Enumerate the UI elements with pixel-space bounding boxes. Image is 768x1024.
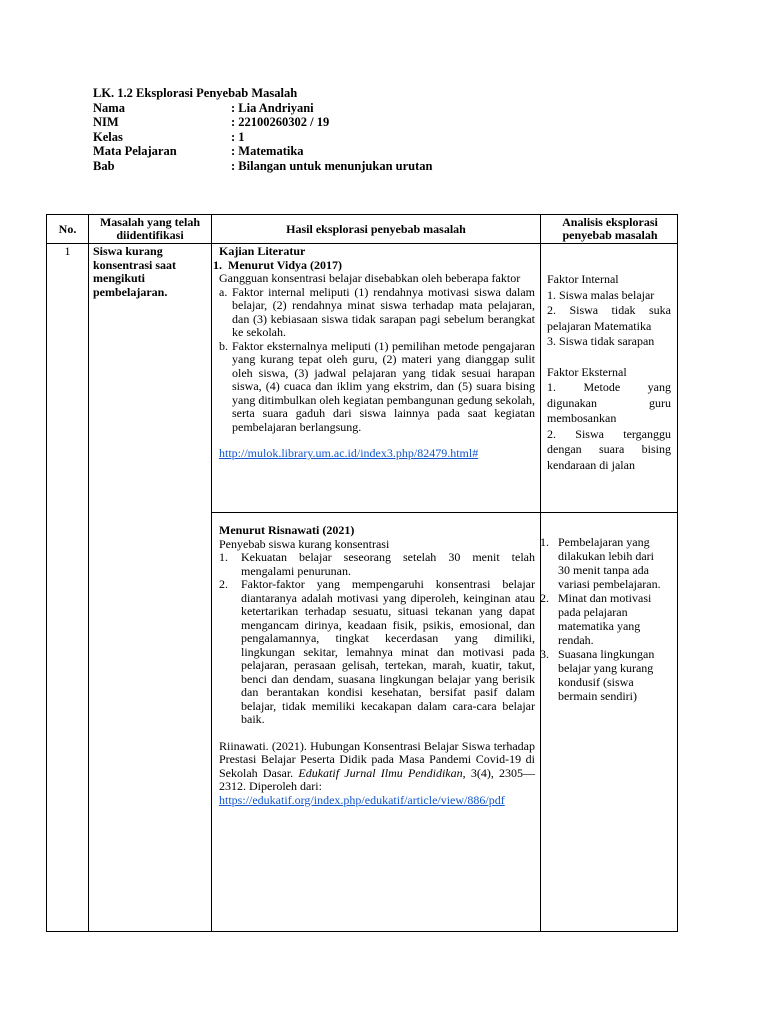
list-item	[219, 551, 535, 578]
source-title	[213, 259, 535, 273]
internal-factor-item: 3. Siswa tidak sarapan	[547, 334, 655, 348]
reference-link[interactable]: https://edukatif.org/index.php/edukatif/article/view/886/pdf	[219, 792, 505, 807]
item-text: Pembelajaran yang dilakukan lebih dari 30 menit tanpa ada variasi pembelajaran.	[558, 535, 661, 591]
journal-name: Edukatif Jurnal Ilmu Pendidikan	[298, 765, 463, 780]
internal-factor-title: Faktor Internal	[547, 272, 619, 286]
source-number: 1.	[213, 257, 222, 272]
item-text: Faktor internal meliputi (1) rendahnya motivasi siswa dalam belajar, (2) rendahnya minat siswa terhadap mata pelajaran, dan (3) kebiasaan siswa tidak sarapan pagi sebelum berangkat ke sekolah.	[232, 284, 535, 339]
exploration-table	[46, 214, 678, 932]
column-header-no: No.	[58, 222, 77, 236]
header-label: Nama	[93, 100, 125, 115]
header-value: : Bilangan untuk menunjukan urutan	[231, 158, 433, 173]
worksheet-header	[93, 86, 432, 173]
item-text: Faktor eksternalnya meliputi (1) pemilihan metode pengajaran yang kurang tepat oleh guru, (2) materi yang dianggap sulit oleh siswa, (3) jadwal pelajaran yang tidak sesuai harapan siswa, (4) cuaca dan iklim yang ekstrim, dan (5) suara bising yang ditimbulkan oleh kegiatan pembangunan gedung sekolah, serta suara gaduh dari siswa lainnya pada saat kegiatan pembelajaran berlangsung.	[232, 338, 535, 434]
header-value: : 1	[231, 129, 245, 144]
header-row-kelas	[93, 130, 432, 145]
list-item	[213, 340, 535, 435]
item-mark: b.	[219, 338, 228, 353]
column-divider	[88, 215, 89, 931]
column-header-analisis: Analisis eksplorasi penyebab masalah	[562, 215, 658, 242]
item-mark: 2.	[219, 577, 228, 591]
header-value: : Lia Andriyani	[231, 100, 314, 115]
item-text: Suasana lingkungan belajar yang kurang kondusif (siswa bermain sendiri)	[558, 647, 655, 703]
literature-risnawati	[219, 524, 535, 807]
reference-link[interactable]: http://mulok.library.um.ac.id/index3.php/82479.html#	[219, 446, 479, 460]
header-label: Bab	[93, 158, 115, 173]
item-text: Faktor-faktor yang mempengaruhi konsentrasi belajar diantaranya adalah motivasi yang diperoleh, keinginan atau ketertarikan terhadap sesuatu, situasi tekanan yang dapat mengancam dirinya, keadaan fisik, psikis, emosional, dan pengalamannya, tingkat kecerdasan yang dimiliki, lingkungan sekitar, lemahnya minat dan motivasi pada pelajaran, perasaan gelisah, tertekan, marah, kuatir, takut, benci dan dendam, suasana lingkungan belajar yang berisik dan berantakan kondisi kesehatan, bersifat pasif dalam belajar, tidak memiliki kecakapan dalam cara-cara belajar baik.	[241, 577, 535, 726]
intro-text: Gangguan konsentrasi belajar disebabkan oleh beberapa faktor	[219, 271, 521, 285]
analysis-list	[540, 535, 668, 703]
literature-heading: Kajian Literatur	[219, 244, 306, 258]
internal-factor-item: 1. Siswa malas belajar	[547, 287, 655, 302]
problem-text: Siswa kurang konsentrasi saat mengikuti pembelajaran.	[93, 244, 177, 299]
column-divider	[211, 215, 212, 931]
item-text: Minat dan motivasi pada pelajaran matematika yang rendah.	[558, 591, 652, 647]
external-factor-title: Faktor Eksternal	[547, 364, 627, 379]
column-header-hasil: Hasil eksplorasi penyebab masalah	[286, 222, 466, 236]
item-mark: 2.	[540, 591, 549, 605]
list-item	[213, 286, 535, 340]
header-value: : Matematika	[231, 144, 304, 158]
section-divider	[211, 512, 677, 513]
item-mark: a.	[219, 284, 228, 299]
header-label: Kelas	[93, 129, 123, 144]
item-mark: 1.	[219, 550, 228, 564]
list-item	[540, 535, 668, 591]
header-row-mapel	[93, 144, 432, 159]
source-name: Menurut Risnawati (2021)	[219, 523, 355, 537]
internal-factor-item: 2. Siswa tidak suka pelajaran Matematika	[547, 303, 671, 333]
header-value: : 22100260302 / 19	[231, 115, 330, 129]
item-mark: 1.	[540, 535, 549, 549]
worksheet-title: LK. 1.2 Eksplorasi Penyebab Masalah	[93, 86, 298, 100]
list-item	[540, 647, 668, 703]
reference-citation: Riinawati. (2021). Hubungan Konsentrasi Belajar Siswa terhadap Prestasi Belajar Peserta Didik pada Masa Pandemi Covid-19 di Sekolah Dasar. Edukatif Jurnal Ilmu Pendidikan, 3(4), 2305—2312. Diperoleh dari:	[219, 738, 536, 793]
external-factor-item: 2. Siswa terganggu dengan suara bising kendaraan di jalan	[547, 426, 671, 472]
item-text: Kekuatan belajar seseorang setelah 30 menit telah mengalami penurunan.	[241, 550, 535, 578]
header-row-nama	[93, 101, 432, 116]
header-row-nim	[93, 115, 432, 130]
literature-vidya	[213, 245, 535, 461]
item-mark: 3.	[540, 647, 549, 661]
analysis-factors	[547, 272, 671, 473]
source-name: Menurut Vidya (2017)	[228, 257, 342, 272]
list-item	[540, 591, 668, 647]
external-factor-item: 1. Metode yang digunakan guru membosankan	[547, 380, 671, 425]
header-label: NIM	[93, 115, 119, 129]
header-label: Mata Pelajaran	[93, 144, 177, 158]
intro-text: Penyebab siswa kurang konsentrasi	[219, 536, 390, 551]
header-row-bab	[93, 159, 432, 174]
column-header-masalah: Masalah yang telah diidentifikasi	[99, 215, 200, 242]
row-number: 1	[64, 244, 71, 258]
list-item	[219, 578, 535, 727]
